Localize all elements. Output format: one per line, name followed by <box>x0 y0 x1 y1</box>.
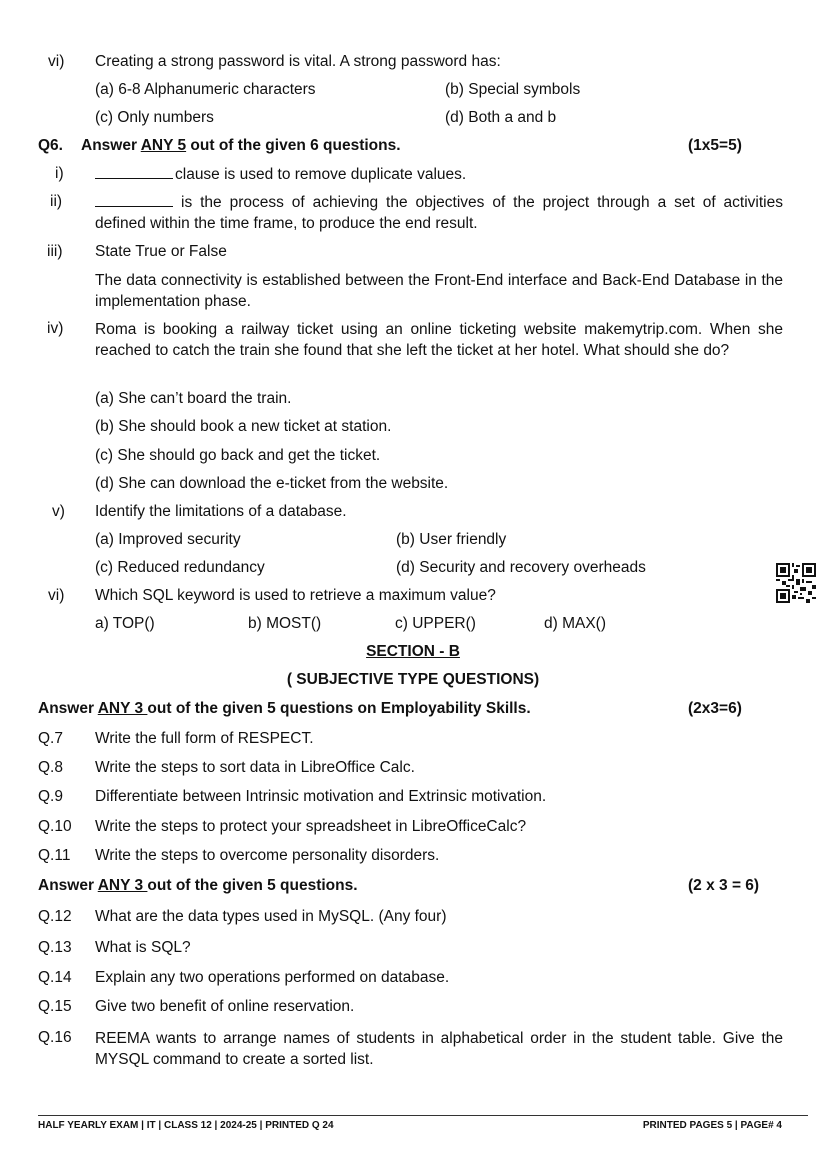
subj-instruction-any: ANY 3 <box>97 877 148 894</box>
section-subtitle: ( SUBJECTIVE TYPE QUESTIONS) <box>286 671 540 688</box>
q6-v-option-d: (d) Security and recovery overheads <box>396 559 646 576</box>
q6-v-number: v) <box>52 503 65 520</box>
q6-iii-text: State True or False <box>95 243 227 260</box>
q11-text: Write the steps to overcome personality disorders. <box>95 847 440 864</box>
q6-ii-number: ii) <box>50 193 63 210</box>
subj-instruction-pre: Answer <box>38 877 98 894</box>
q6-iv-option-d: (d) She can download the e-ticket from the website. <box>95 475 449 492</box>
section-title <box>0 642 826 662</box>
q5-vi-option-c: (c) Only numbers <box>95 109 214 126</box>
q14-number: Q.14 <box>38 969 72 986</box>
q6-v-text: Identify the limitations of a database. <box>95 503 347 520</box>
q10-text: Write the steps to protect your spreadsheet in LibreOfficeCalc? <box>95 818 527 835</box>
q15-number: Q.15 <box>38 998 72 1015</box>
q12-number: Q.12 <box>38 908 72 925</box>
q7-text: Write the full form of RESPECT. <box>95 730 314 747</box>
subjective-marks: (2 x 3 = 6) <box>688 877 760 894</box>
q6-label: Q6. <box>38 137 63 154</box>
q16-text: REEMA wants to arrange names of students in alphabetical order in the student table. Give the MYSQL command to create a sorted list. <box>95 1030 783 1068</box>
subjective-instruction <box>38 876 358 896</box>
q6-instruction-pre: Answer <box>81 137 141 154</box>
q9-text: Differentiate between Intrinsic motivation and Extrinsic motivation. <box>95 788 547 805</box>
q5-vi-text: Creating a strong password is vital. A strong password has: <box>95 53 501 70</box>
q6-iv-option-b: (b) She should book a new ticket at station. <box>95 418 392 435</box>
q6-instruction <box>81 136 401 156</box>
emp-instruction-any: ANY 3 <box>97 700 148 717</box>
q8-number: Q.8 <box>38 759 63 776</box>
q5-vi-number: vi) <box>48 53 65 70</box>
q13-text: What is SQL? <box>95 939 191 956</box>
qr-code-icon <box>776 563 816 603</box>
subj-instruction-post: out of the given 5 questions. <box>147 877 358 894</box>
q6-instruction-any: ANY 5 <box>140 137 187 154</box>
q16-number: Q.16 <box>38 1029 72 1046</box>
emp-instruction-pre: Answer <box>38 700 98 717</box>
q6-iii-number: iii) <box>47 243 63 260</box>
q6-vi-number: vi) <box>48 587 65 604</box>
q6-iii-statement: The data connectivity is established between the Front-End interface and Back-End Database in the implementation phase. <box>95 272 783 310</box>
q6-vi-option-b: b) MOST() <box>248 615 322 632</box>
section-title-text: SECTION - B <box>366 643 460 660</box>
employability-instruction <box>38 699 531 719</box>
q6-ii-text <box>95 192 783 234</box>
q7-number: Q.7 <box>38 730 63 747</box>
fill-blank <box>95 164 173 179</box>
q6-i-number: i) <box>55 165 64 182</box>
q5-vi-option-b: (b) Special symbols <box>445 81 581 98</box>
q6-v-option-a: (a) Improved security <box>95 531 241 548</box>
q8-text: Write the steps to sort data in LibreOffice Calc. <box>95 759 415 776</box>
footer-divider <box>38 1115 808 1116</box>
q9-number: Q.9 <box>38 788 63 805</box>
q6-marks: (1x5=5) <box>688 137 742 154</box>
q6-instruction-post: out of the given 6 questions. <box>186 137 401 154</box>
q15-text: Give two benefit of online reservation. <box>95 998 355 1015</box>
q6-v-option-c: (c) Reduced redundancy <box>95 559 265 576</box>
q6-vi-text: Which SQL keyword is used to retrieve a maximum value? <box>95 587 496 604</box>
q5-vi-option-d: (d) Both a and b <box>445 109 557 126</box>
q10-number: Q.10 <box>38 818 72 835</box>
q12-text: What are the data types used in MySQL. (Any four) <box>95 908 447 925</box>
q11-number: Q.11 <box>38 847 71 864</box>
footer-left: HALF YEARLY EXAM | IT | CLASS 12 | 2024-25 | PRINTED Q 24 <box>38 1120 334 1131</box>
q6-vi-option-c: c) UPPER() <box>395 615 476 632</box>
q6-iv-option-c: (c) She should go back and get the ticket. <box>95 447 381 464</box>
q6-vi-option-a: a) TOP() <box>95 615 155 632</box>
q6-i-text <box>95 164 466 185</box>
q6-iv-option-a: (a) She can’t board the train. <box>95 390 292 407</box>
footer-right: PRINTED PAGES 5 | PAGE# 4 <box>642 1120 782 1131</box>
q6-vi-option-d: d) MAX() <box>544 615 606 632</box>
q13-number: Q.13 <box>38 939 72 956</box>
q6-ii-text-body: is the process of achieving the objectives of the project through a set of activities defined within the time frame, to produce the end result. <box>95 194 783 232</box>
employability-marks: (2x3=6) <box>688 700 742 717</box>
fill-blank <box>95 192 173 207</box>
q6-iv-text: Roma is booking a railway ticket using an online ticketing website makemytrip.com. When she reached to catch the train she found that she left the ticket at her hotel. What should she do? <box>95 321 783 359</box>
q5-vi-option-a: (a) 6-8 Alphanumeric characters <box>95 81 316 98</box>
q6-i-text-body: clause is used to remove duplicate values. <box>175 166 467 183</box>
q6-iv-number: iv) <box>47 320 64 337</box>
q6-v-option-b: (b) User friendly <box>396 531 507 548</box>
emp-instruction-post: out of the given 5 questions on Employability Skills. <box>147 700 531 717</box>
q14-text: Explain any two operations performed on database. <box>95 969 450 986</box>
